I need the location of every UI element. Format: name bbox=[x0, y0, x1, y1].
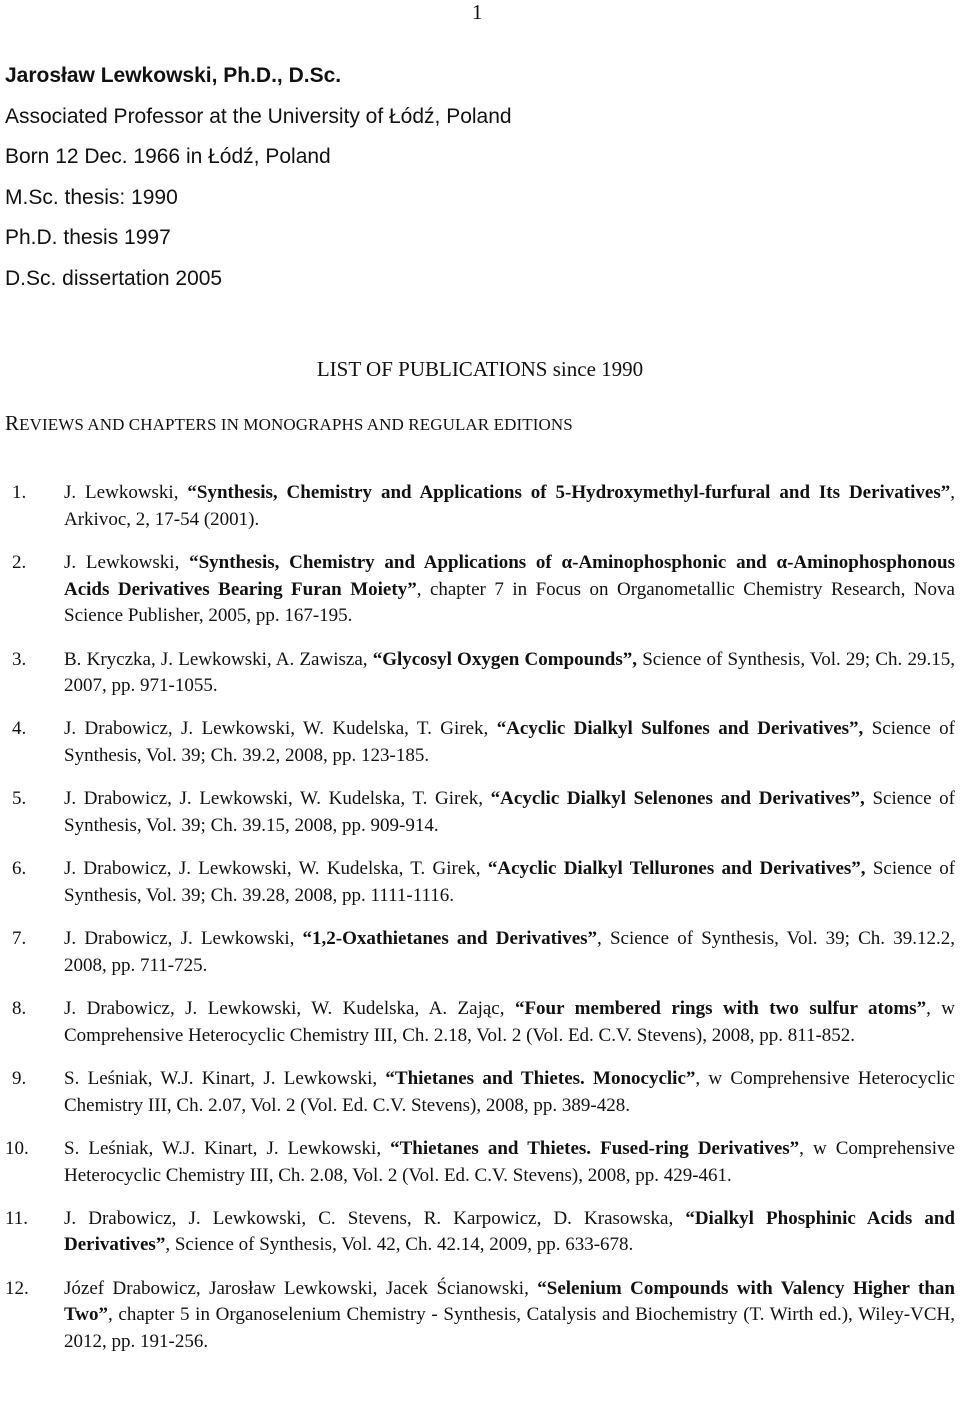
publication-details: , Arkivoc, 2, 17-54 (2001). bbox=[64, 482, 955, 530]
publication-title-open-quote: “ bbox=[490, 788, 501, 810]
publication-authors: S. Leśniak, W.J. Kinart, J. Lewkowski, bbox=[64, 1137, 391, 1159]
publication-title: Acyclic Dialkyl Tellurones and Derivatives”, bbox=[497, 858, 866, 880]
publication-title: 1,2-Oxathietanes and Derivatives bbox=[312, 928, 588, 950]
publication-details: , Science of Synthesis, Vol. 39; Ch. 39.12.2, 2008, pp. 711-725. bbox=[64, 928, 955, 976]
publication-title: Selenium Compounds with Valency Higher than Two bbox=[64, 1277, 955, 1326]
page-number: 1 bbox=[472, 0, 483, 24]
publication-authors: J. Drabowicz, J. Lewkowski, bbox=[64, 928, 303, 950]
publication-number: 1. bbox=[12, 482, 27, 503]
publication-title-close-quote: ” bbox=[916, 998, 927, 1020]
section-title-initial: R bbox=[5, 411, 20, 435]
publication-number: 4. bbox=[12, 718, 27, 740]
publication-number: 5. bbox=[12, 788, 27, 810]
publication-details: Science of Synthesis, Vol. 39; Ch. 39.28, 2008, pp. 1111-1116. bbox=[64, 858, 956, 906]
publication-item bbox=[0, 1206, 955, 1259]
publication-title-open-quote: “ bbox=[385, 1067, 395, 1089]
publication-details: Science of Synthesis, Vol. 39; Ch. 39.2, 2008, pp. 123-185. bbox=[64, 718, 955, 767]
author-msc: M.Sc. thesis: 1990 bbox=[5, 185, 178, 209]
publication-item bbox=[0, 480, 955, 533]
section-title-rest: EVIEWS AND CHAPTERS IN MONOGRAPHS AND REGULAR EDITIONS bbox=[19, 415, 573, 434]
publication-number: 6. bbox=[12, 858, 27, 880]
publication-title-open-quote: “ bbox=[302, 928, 313, 950]
publication-title: Synthesis, Chemistry and Applications of 5-Hydroxymethyl-furfural and Its Derivatives bbox=[196, 482, 941, 503]
publication-title: Thietanes and Thietes. Fused-ring Derivatives bbox=[399, 1137, 790, 1159]
publication-title-open-quote: “ bbox=[390, 1137, 400, 1159]
publications-title: LIST OF PUBLICATIONS since 1990 bbox=[316, 357, 644, 381]
publication-authors: J. Lewkowski, bbox=[64, 551, 190, 573]
publication-number: 12. bbox=[5, 1277, 29, 1299]
publication-details: , Science of Synthesis, Vol. 42, Ch. 42.14, 2009, pp. 633-678. bbox=[165, 1234, 634, 1256]
publication-authors: J. Drabowicz, J. Lewkowski, W. Kudelska, T. Girek, bbox=[64, 718, 497, 740]
publication-details: , w Comprehensive Heterocyclic Chemistry III, Ch. 2.08, Vol. 2 (Vol. Ed. C.V. Stevens), 2008, pp. 429-461. bbox=[64, 1137, 955, 1186]
publication-item bbox=[0, 1066, 955, 1119]
publication-title-close-quote: ” bbox=[407, 578, 417, 600]
publication-title-open-quote: “ bbox=[685, 1207, 695, 1229]
publication-title: Glycosyl Oxygen Compounds”, bbox=[382, 648, 637, 670]
publication-details: , chapter 7 in Focus on Organometallic Chemistry Research, Nova Science Publisher, 2005, pp. 167-195. bbox=[64, 578, 955, 627]
publication-authors: J. Drabowicz, J. Lewkowski, W. Kudelska, T. Girek, bbox=[64, 858, 488, 880]
publication-title: Four membered rings with two sulfur atoms bbox=[524, 998, 917, 1020]
publication-title: Thietanes and Thietes. Monocyclic bbox=[394, 1067, 686, 1089]
publication-item bbox=[0, 996, 955, 1049]
publication-title-close-quote: ” bbox=[98, 1304, 108, 1326]
publication-title-open-quote: “ bbox=[514, 998, 525, 1020]
publication-item bbox=[0, 550, 955, 630]
publication-authors: J. Drabowicz, J. Lewkowski, C. Stevens, R. Karpowicz, D. Krasowska, bbox=[64, 1207, 686, 1229]
author-born: Born 12 Dec. 1966 in Łódź, Poland bbox=[5, 145, 331, 169]
publication-title-close-quote: ” bbox=[789, 1137, 800, 1159]
publication-title: Synthesis, Chemistry and Applications of α-Aminophosphonic and α-Aminophosphonous Acids Derivatives Bearing Furan Moiety bbox=[64, 551, 955, 600]
publication-item bbox=[0, 926, 955, 979]
publication-title-open-quote: “ bbox=[189, 551, 199, 573]
publication-title-close-quote: ” bbox=[587, 928, 598, 950]
publication-title-open-quote: “ bbox=[187, 482, 197, 503]
publication-item bbox=[0, 1276, 955, 1356]
publication-title: Acyclic Dialkyl Sulfones and Derivatives”, bbox=[506, 718, 864, 740]
publication-item bbox=[0, 716, 955, 769]
publication-item bbox=[0, 786, 955, 839]
publication-number: 3. bbox=[12, 648, 27, 670]
publication-title: Acyclic Dialkyl Selenones and Derivatives”, bbox=[500, 788, 865, 810]
publication-authors: J. Lewkowski, bbox=[64, 482, 188, 503]
publication-authors: B. Kryczka, J. Lewkowski, A. Zawisza, bbox=[64, 648, 373, 670]
publication-number: 11. bbox=[5, 1207, 29, 1229]
publication-number: 10. bbox=[5, 1137, 29, 1159]
publication-title-open-quote: “ bbox=[487, 858, 498, 880]
publication-item bbox=[0, 1136, 955, 1189]
section-title bbox=[5, 410, 573, 438]
author-dsc: D.Sc. dissertation 2005 bbox=[5, 266, 223, 290]
publication-title-open-quote: “ bbox=[496, 718, 507, 740]
publication-number: 8. bbox=[12, 998, 27, 1020]
publication-details: , w Comprehensive Heterocyclic Chemistry III, Ch. 2.18, Vol. 2 (Vol. Ed. C.V. Stevens), 2008, pp. 811-852. bbox=[64, 998, 955, 1046]
publication-details: , w Comprehensive Heterocyclic Chemistry III, Ch. 2.07, Vol. 2 (Vol. Ed. C.V. Stevens), 2008, pp. 389-428. bbox=[64, 1067, 955, 1116]
publication-title-close-quote: ” bbox=[940, 482, 951, 503]
publication-details: Science of Synthesis, Vol. 39; Ch. 39.15, 2008, pp. 909-914. bbox=[64, 788, 956, 837]
author-header bbox=[5, 56, 512, 300]
publication-number: 7. bbox=[12, 928, 27, 950]
publication-title: Dialkyl Phosphinic Acids and Derivatives bbox=[64, 1207, 955, 1256]
publication-details: , chapter 5 in Organoselenium Chemistry - Synthesis, Catalysis and Biochemistry (T. Wirth ed.), Wiley-VCH, 2012, pp. 191-256. bbox=[64, 1304, 955, 1353]
author-name: Jarosław Lewkowski, Ph.D., D.Sc. bbox=[5, 64, 342, 87]
publication-authors: J. Drabowicz, J. Lewkowski, W. Kudelska, T. Girek, bbox=[64, 788, 491, 810]
publication-item bbox=[0, 647, 955, 700]
publication-title-close-quote: ” bbox=[155, 1234, 166, 1256]
publication-authors: S. Leśniak, W.J. Kinart, J. Lewkowski, bbox=[64, 1067, 386, 1089]
author-phd: Ph.D. thesis 1997 bbox=[5, 226, 171, 250]
publication-title-open-quote: “ bbox=[372, 648, 383, 670]
publication-list bbox=[0, 480, 955, 1372]
publication-number: 9. bbox=[12, 1067, 27, 1089]
publication-item bbox=[0, 856, 955, 909]
publication-number: 2. bbox=[12, 551, 27, 573]
publication-title-open-quote: “ bbox=[537, 1277, 547, 1299]
publication-authors: J. Drabowicz, J. Lewkowski, W. Kudelska, A. Zając, bbox=[64, 998, 515, 1020]
publication-authors: Józef Drabowicz, Jarosław Lewkowski, Jacek Ścianowski, bbox=[64, 1277, 538, 1299]
author-position: Associated Professor at the University of Łódź, Poland bbox=[5, 104, 512, 128]
publication-details: Science of Synthesis, Vol. 29; Ch. 29.15, 2007, pp. 971-1055. bbox=[64, 648, 956, 697]
publication-title-close-quote: ” bbox=[685, 1067, 696, 1089]
